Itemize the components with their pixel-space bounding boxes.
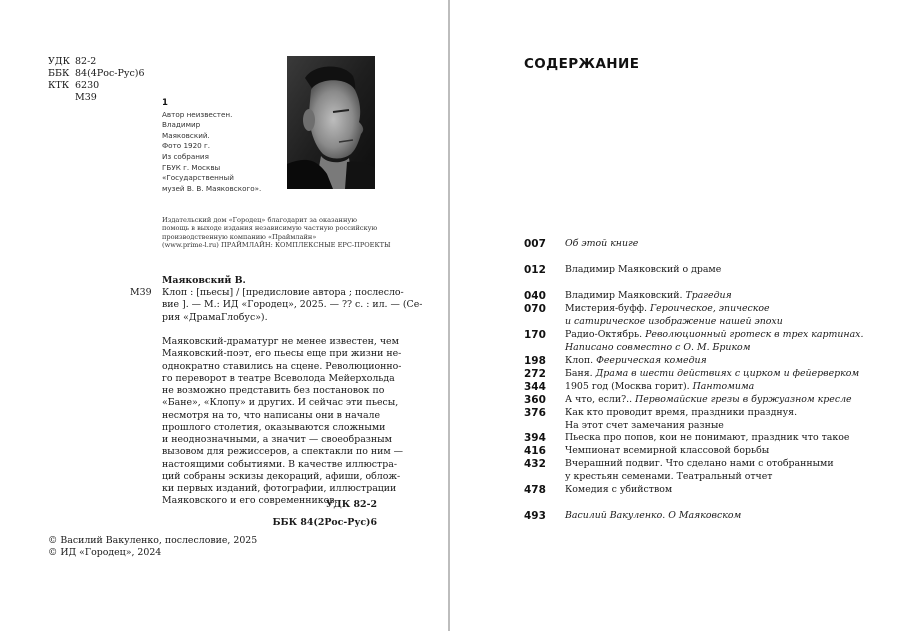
toc-entry-line	[565, 407, 845, 420]
annotation-line: Маяковский-поэт, его пьесы еще при жизни не-	[162, 348, 402, 360]
toc-text: Чемпионат всемирной классовой борьбы	[565, 445, 770, 456]
toc-italic-text: Трагедия	[685, 290, 732, 301]
annotation-line: ки первых изданий, фотографии, иллюстрации	[162, 483, 397, 494]
toc-page-number: 170	[524, 329, 546, 341]
toc-entry-line	[565, 368, 860, 381]
annotation-line: не возможно представить без постановок по	[162, 385, 385, 396]
acknowledgement-line: Издательский дом «Городец» благодарит за оказанную	[162, 216, 357, 224]
toc-entry-line	[565, 432, 850, 445]
caption-line: Фото 1920 г.	[162, 141, 211, 151]
caption-line: Автор неизвестен.	[162, 109, 233, 119]
toc-page-number: 394	[524, 432, 546, 444]
photo-caption	[162, 98, 282, 194]
entry-line: вие ]. — М.: ИД «Городец», 2025. — ?? с. : ил. — (Се-	[162, 299, 423, 311]
annotation-line: Маяковский-драматург не менее известен, чем	[162, 336, 399, 347]
toc-entry-line	[565, 264, 845, 277]
caption-line: Из собрания	[162, 151, 209, 161]
toc-entry-line	[565, 290, 845, 303]
toc-entry-line	[565, 329, 864, 342]
toc-entry-title	[565, 368, 860, 381]
left-page	[0, 0, 448, 631]
annotation-line: однократно ставились на сцене. Революционно-	[162, 360, 402, 372]
toc-text: Мистерия-буфф.	[565, 303, 650, 314]
toc-text: Вчерашний подвиг. Что сделано нами с отобранными	[565, 458, 834, 469]
toc-entry-title	[565, 432, 850, 445]
toc-text: Владимир Маяковский о драме	[565, 264, 722, 275]
toc-page-number: 272	[524, 368, 546, 380]
toc-page-number: 360	[524, 394, 546, 406]
code-value: 84(4Рос-Рус)6	[75, 68, 145, 79]
classification-codes	[48, 56, 145, 104]
code-key: КТК	[48, 80, 70, 91]
toc-text: у крестьян семенами. Театральный отчет	[565, 470, 773, 482]
toc-page-number: 040	[524, 290, 546, 302]
code-key: ББК	[48, 68, 70, 79]
toc-text: Владимир Маяковский.	[565, 290, 686, 301]
toc-italic-text: и сатирическое изображение нашей эпохи	[565, 315, 783, 327]
code-row	[48, 68, 145, 80]
author-portrait-photo	[287, 56, 375, 189]
toc-italic-text: Пантомима	[692, 381, 755, 392]
toc-page-number: 012	[524, 264, 546, 276]
toc-entry-title	[565, 394, 852, 407]
toc-text: Пьеска про попов, кои не понимают, праздник что такое	[565, 432, 850, 443]
bbk-code: ББК 84(2Рос-Рус)6	[272, 517, 377, 528]
toc-entry-line	[565, 484, 845, 497]
toc-italic-text: Первомайские грезы в буржуазном кресле	[635, 394, 852, 405]
author-mark: М39	[130, 287, 152, 298]
code-value: 82-2	[75, 56, 97, 67]
toc-entry-title	[565, 510, 845, 523]
toc-entry-title	[565, 303, 845, 329]
toc-entry-title	[565, 238, 845, 251]
toc-text: Как кто проводит время, праздники празднуя.	[565, 407, 798, 418]
annotation-line: Маяковского и его современников.	[162, 495, 338, 507]
code-key	[48, 92, 75, 104]
toc-entry-line	[565, 510, 845, 523]
book-annotation	[162, 336, 403, 508]
toc-italic-text: Героическое, эпическое	[649, 303, 770, 314]
toc-page-number: 376	[524, 407, 546, 419]
code-row	[48, 92, 145, 104]
code-value: М39	[75, 92, 97, 103]
caption-line: Маяковский.	[162, 130, 210, 140]
toc-page-number: 007	[524, 238, 546, 250]
toc-italic-text: Революционный гротеск в трех картинах.	[645, 329, 864, 340]
annotation-line: и неоднозначными, а значит — своеобразным	[162, 434, 392, 445]
portrait-image	[287, 56, 375, 189]
toc-italic-text: Об этой книге	[565, 238, 639, 249]
sponsor-acknowledgement	[162, 216, 391, 250]
udk-code: УДК 82-2	[325, 499, 377, 510]
caption-line: ГБУК г. Москвы	[162, 162, 221, 172]
toc-entry-title	[565, 445, 845, 458]
toc-entry-line	[565, 445, 845, 458]
toc-entry-title	[565, 290, 845, 303]
caption-line: музей В. В. Маяковского».	[162, 183, 262, 193]
bibliographic-entry	[162, 275, 423, 324]
caption-line: Владимир	[162, 120, 201, 130]
toc-page-number: 198	[524, 355, 546, 367]
toc-text: Клоп.	[565, 355, 597, 366]
acknowledgement-line: производственную компанию «Праймлайн»	[162, 232, 317, 241]
toc-page-number: 070	[524, 303, 546, 315]
toc-entry-title	[565, 407, 845, 433]
toc-entry-line	[565, 355, 845, 368]
toc-page-number: 416	[524, 445, 546, 457]
bottom-classification	[250, 496, 377, 532]
toc-page-number: 432	[524, 458, 546, 470]
toc-text: Радио-Октябрь.	[565, 329, 646, 340]
right-page	[450, 0, 900, 631]
entry-line: рия «ДрамаГлобус»).	[162, 311, 268, 323]
annotation-line: настоящими событиями. В качестве иллюстра-	[162, 458, 397, 470]
code-row	[48, 80, 145, 92]
toc-entry-title	[565, 484, 845, 497]
toc-italic-text: Василий Вакуленко. О Маяковском	[565, 510, 742, 521]
toc-entry-line	[565, 458, 845, 471]
toc-entry-title	[565, 355, 845, 368]
toc-italic-text: Написано совместно с О. М. Бриком	[565, 341, 751, 353]
toc-entry-title	[565, 381, 845, 394]
photo-number: 1	[162, 98, 168, 108]
contents-title: СОДЕРЖАНИЕ	[524, 56, 640, 72]
toc-entry-line	[565, 238, 845, 251]
toc-page-number: 493	[524, 510, 546, 522]
toc-entry-title	[565, 329, 864, 355]
annotation-line: ций собраны эскизы декораций, афиши, облож-	[162, 470, 401, 482]
annotation-line: несмотря на то, что написаны они в начале	[162, 409, 381, 421]
toc-text: На этот счет замечания разные	[565, 419, 724, 431]
toc-entry-line	[565, 316, 845, 329]
toc-entry-line	[565, 342, 845, 355]
copyright-line: © ИД «Городец», 2024	[48, 547, 162, 559]
toc-entry-line	[565, 303, 845, 316]
toc-text: Комедия с убийством	[565, 484, 673, 495]
copyright-notice	[48, 535, 257, 560]
toc-text: 1905 год (Москва горит).	[565, 381, 693, 392]
code-value: 6230	[75, 80, 100, 91]
annotation-line: го переворот в театре Всеволода Мейерхольда	[162, 372, 395, 384]
toc-entry-title	[565, 264, 845, 277]
toc-page-number: 344	[524, 381, 546, 393]
annotation-line: «Бане», «Клопу» и других. И сейчас эти пьесы,	[162, 397, 399, 409]
acknowledgement-line: помощь в выходе издания независимую частную российскую	[162, 224, 378, 233]
toc-entry-line	[565, 381, 845, 394]
toc-entry-line	[565, 420, 845, 433]
toc-page-number: 478	[524, 484, 546, 496]
caption-line: «Государственный	[162, 173, 234, 183]
code-key: УДК	[48, 56, 70, 67]
toc-italic-text: Драма в шести действиях с цирком и фейерверком	[595, 368, 860, 379]
annotation-line: вызовом для режиссеров, а спектакли по ним —	[162, 446, 403, 458]
toc-text: А что, если?..	[565, 394, 636, 405]
entry-line: Клоп : [пьесы] / [предисловие автора ; послесло-	[162, 287, 404, 299]
toc-italic-text: Феерическая комедия	[596, 355, 707, 366]
toc-entry-line	[565, 471, 845, 484]
code-row	[48, 56, 145, 68]
toc-entry-title	[565, 458, 845, 484]
copyright-line: © Василий Вакуленко, послесловие, 2025	[48, 535, 258, 546]
annotation-line: прошлого столетия, оказываются сложными	[162, 421, 386, 433]
entry-author: Маяковский В.	[162, 275, 246, 286]
toc-text: Баня.	[565, 368, 596, 379]
acknowledgement-line: (www.prime-l.ru) ПРАЙМЛАЙН: КОМПЛЕКСНЫЕ ЕРС-ПРОЕКТЫ	[162, 241, 391, 250]
toc-entry-line	[565, 394, 852, 407]
